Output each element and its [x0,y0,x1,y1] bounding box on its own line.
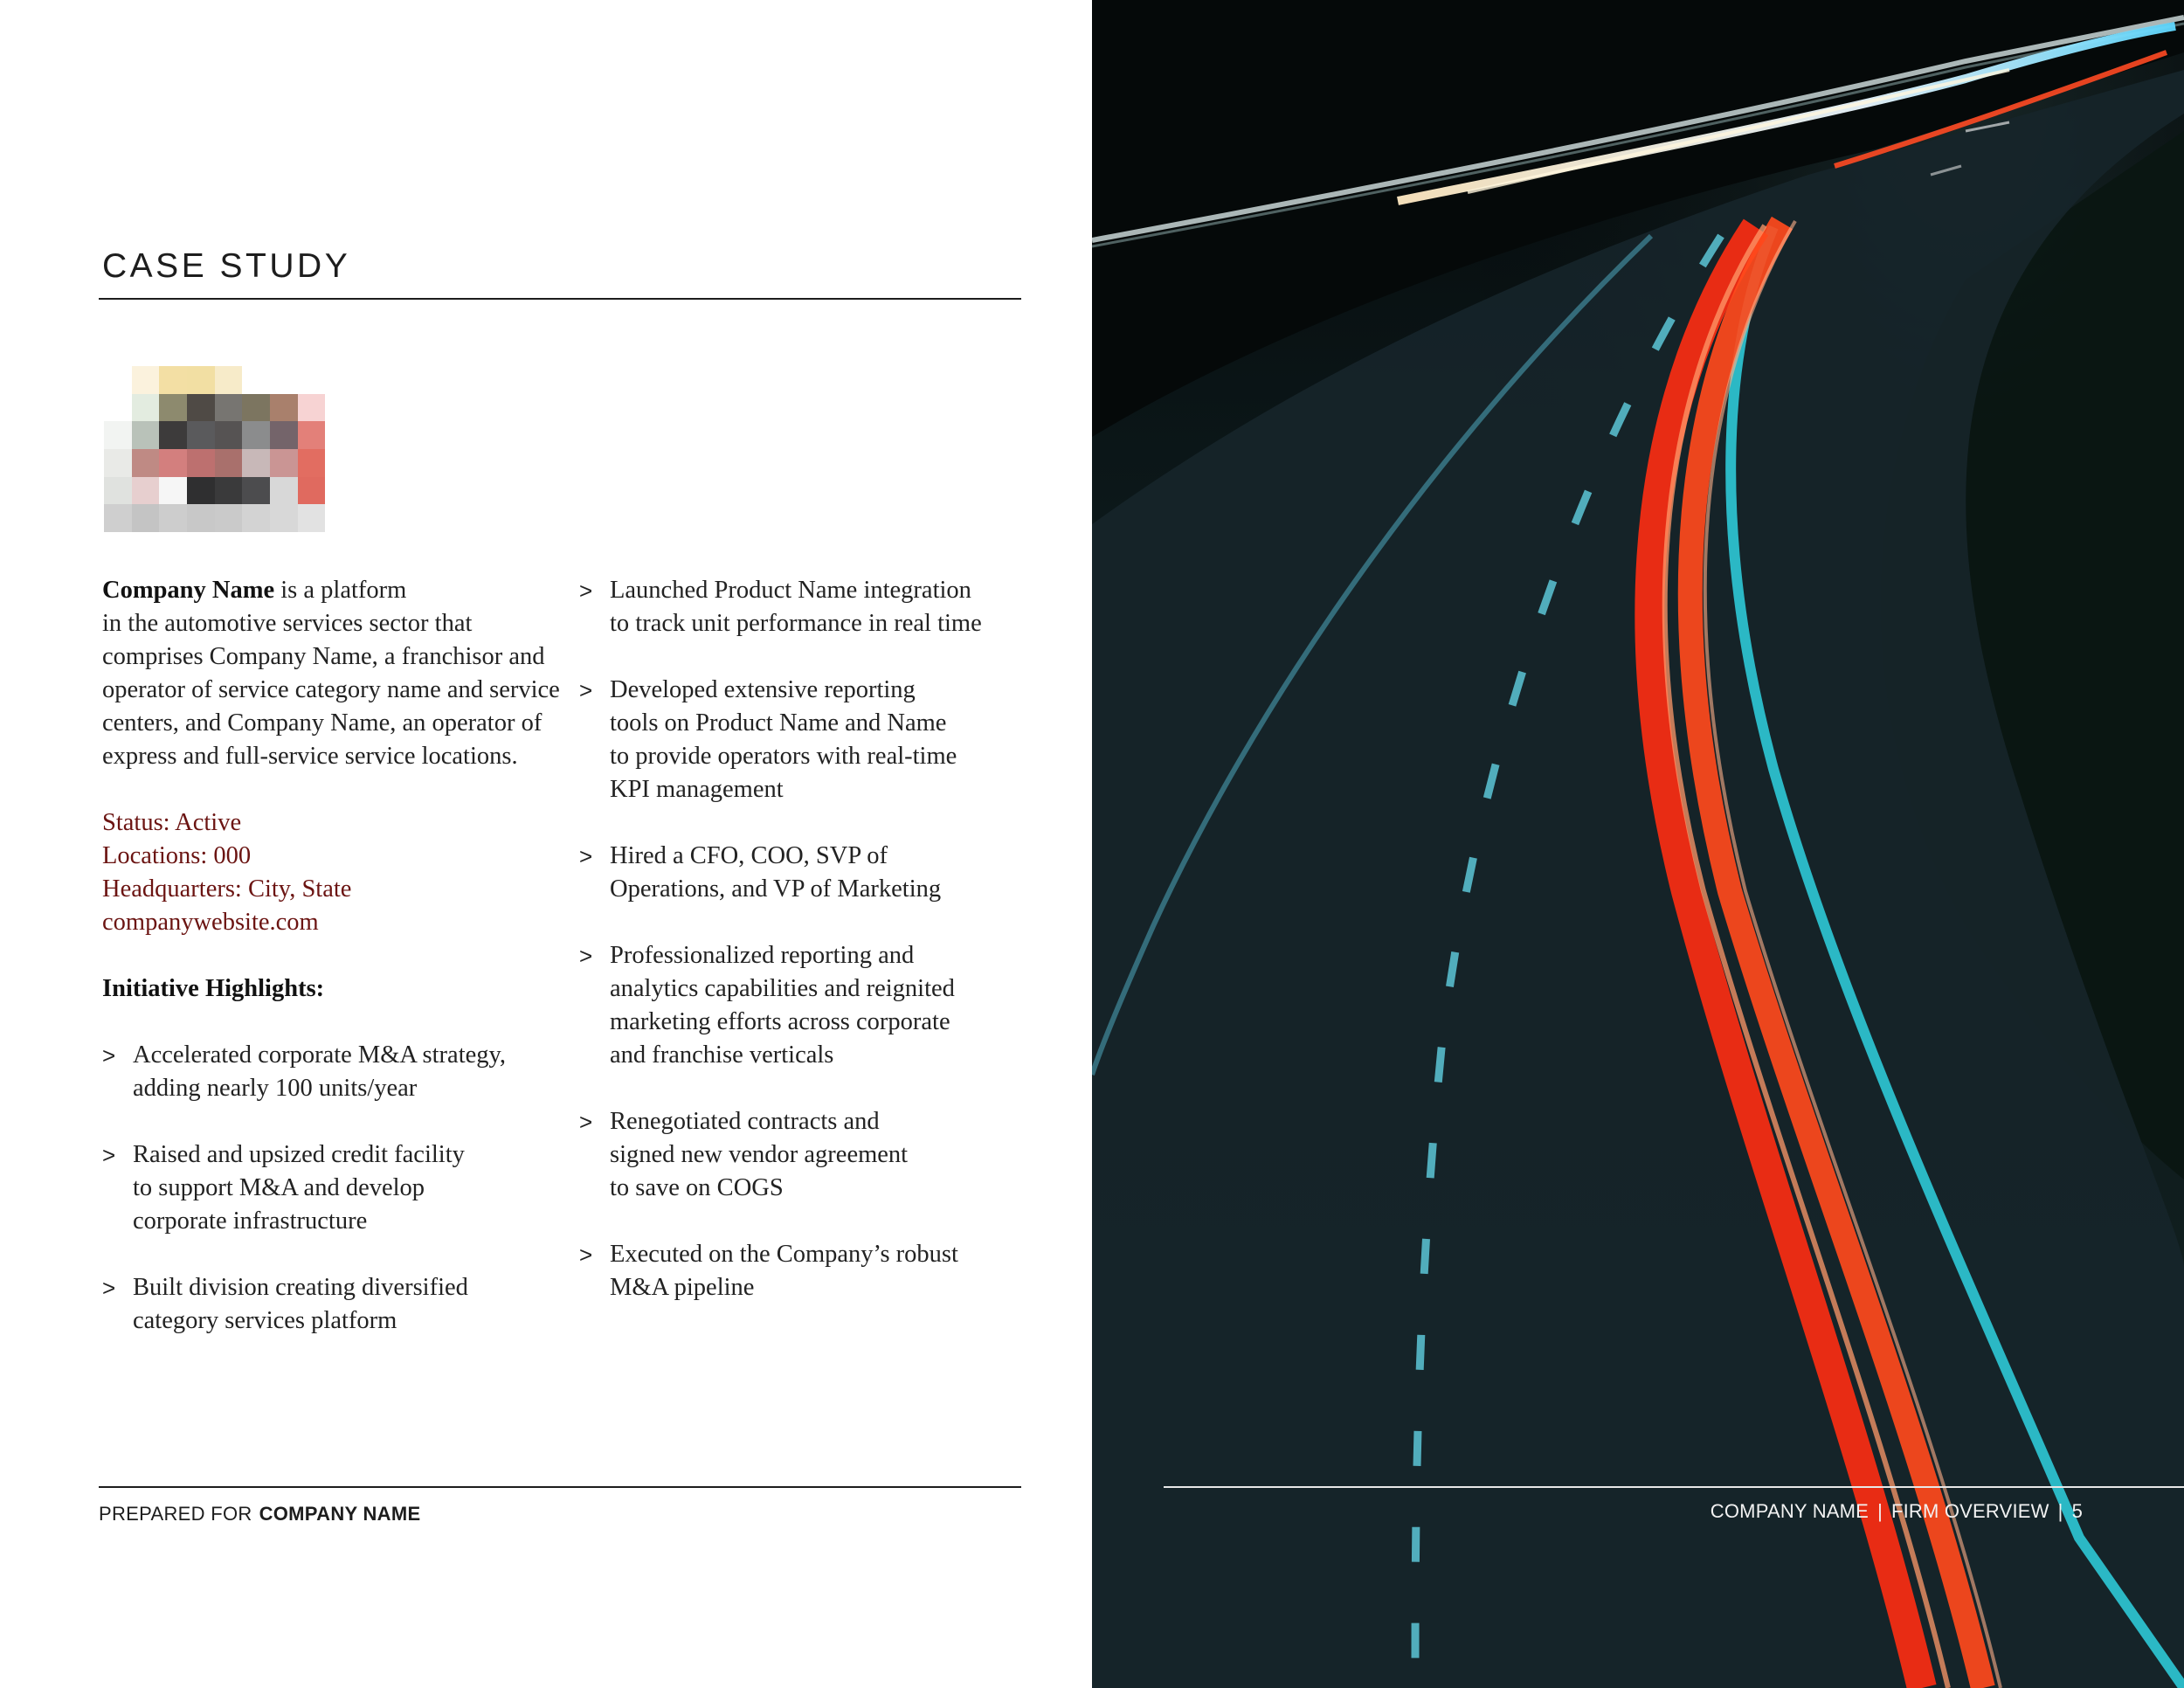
logo-pixel [132,366,160,394]
logo-pixel [325,366,353,394]
chevron-right-icon: > [579,677,593,703]
chevron-right-icon: > [579,1242,593,1268]
logo-pixel [215,504,243,532]
logo-pixel [325,477,353,505]
logo-pixel [215,394,243,422]
logo-pixel [104,504,132,532]
chevron-right-icon: > [102,1275,116,1301]
list-item [102,1271,565,1338]
list-item [102,1039,565,1105]
locations-text: Locations: 000 [102,842,252,869]
logo-pixel [159,394,187,422]
logo-pixel [270,504,298,532]
list-item [579,840,1033,906]
logo-pixel [187,504,215,532]
logo-pixel [270,477,298,505]
company-intro [102,574,565,773]
website-link[interactable]: companywebsite.com [102,909,319,936]
description-column [102,574,565,1371]
list-item-text: Built division creating diversified category services platform [133,1274,468,1334]
logo-pixel [187,477,215,505]
list-item-text: Hired a CFO, COO, SVP of Operations, and VP of Marketing [610,842,942,903]
chevron-right-icon: > [579,578,593,604]
list-item [579,1105,1033,1205]
chevron-right-icon: > [102,1042,116,1069]
list-item [579,674,1033,806]
logo-pixel [187,366,215,394]
logo-pixel [215,366,243,394]
company-name: Company Name [102,577,275,604]
chevron-right-icon: > [579,1109,593,1135]
highlights-list-left [102,1039,565,1338]
logo-pixel [242,366,270,394]
list-item [579,939,1033,1072]
chevron-right-icon: > [579,943,593,969]
logo-pixel [242,394,270,422]
status-text: Status: Active [102,809,242,836]
list-item-text: Launched Product Name integration to track unit performance in real time [610,577,982,637]
logo-pixel [159,477,187,505]
logo-pixel [187,421,215,449]
logo-pixel [325,449,353,477]
headquarters-text: Headquarters: City, State [102,875,352,903]
logo-pixel [132,394,160,422]
logo-pixel [298,366,326,394]
title-divider [99,298,1021,300]
logo-pixel [270,449,298,477]
logo-pixel [298,477,326,505]
logo-pixel [242,421,270,449]
logo-pixel [159,421,187,449]
footer-separator: | [2057,1500,2063,1522]
highlights-column [579,574,1033,1338]
logo-pixel [215,477,243,505]
logo-pixel [132,504,160,532]
logo-pixel [325,504,353,532]
logo-pixel [104,366,132,394]
logo-pixel [325,421,353,449]
logo-pixel [325,394,353,422]
footer-company-name: COMPANY NAME [1710,1500,1870,1522]
logo-pixel [242,504,270,532]
logo-pixel [242,449,270,477]
footer-divider [99,1486,1021,1488]
highlights-heading: Initiative Highlights: [102,975,325,1002]
list-item-text: Accelerated corporate M&A strategy, adding nearly 100 units/year [133,1041,507,1102]
logo-pixel [132,449,160,477]
footer-separator: | [1877,1500,1883,1522]
logo-pixel [215,449,243,477]
logo-pixel [104,394,132,422]
intro-text: is a platform in the automotive services sector that comprises Company Name, a franchisor and operator of service category name and service centers, and Company Name, an operator of express and full-service service locations. [102,577,560,770]
logo-pixel [298,504,326,532]
logo-pixel [159,366,187,394]
logo-pixel [270,421,298,449]
footer-prepared-for [99,1503,420,1525]
list-item [102,1138,565,1238]
light-trails-illustration [1092,0,2184,1688]
logo-pixel [132,477,160,505]
logo-pixel [104,449,132,477]
list-item-text: Raised and upsized credit facility to support M&A and develop corporate infrastructure [133,1141,465,1235]
logo-pixel [298,394,326,422]
prepared-for-company: COMPANY NAME [259,1503,421,1525]
logo-pixel [159,449,187,477]
logo-pixel [242,477,270,505]
company-logo [104,366,353,532]
logo-pixel [270,366,298,394]
pixelated-logo-image [104,366,353,532]
page-number: 5 [2071,1500,2083,1522]
list-item-text: Executed on the Company’s robust M&A pipeline [610,1241,958,1301]
logo-pixel [270,394,298,422]
logo-pixel [298,421,326,449]
logo-pixel [132,421,160,449]
photo-footer-divider [1164,1486,2184,1488]
highlights-list-right [579,574,1033,1304]
footer-page-info [1711,1500,2083,1523]
company-facts [102,806,565,939]
list-item-text: Renegotiated contracts and signed new vendor agreement to save on COGS [610,1108,909,1201]
logo-pixel [187,449,215,477]
logo-pixel [104,421,132,449]
logo-pixel [104,477,132,505]
highway-photo [1092,0,2184,1688]
list-item-text: Professionalized reporting and analytics capabilities and reignited marketing efforts across corporate and franchise verticals [610,942,955,1069]
list-item [579,1238,1033,1304]
logo-pixel [159,504,187,532]
footer-section-name: FIRM OVERVIEW [1890,1500,2049,1522]
logo-pixel [187,394,215,422]
chevron-right-icon: > [102,1142,116,1168]
list-item [579,574,1033,640]
chevron-right-icon: > [579,843,593,869]
logo-pixel [298,449,326,477]
logo-pixel [215,421,243,449]
prepared-for-label: PREPARED FOR [99,1503,252,1525]
list-item-text: Developed extensive reporting tools on Product Name and Name to provide operators with real-time KPI management [610,676,957,803]
page-title: CASE STUDY [102,247,351,285]
